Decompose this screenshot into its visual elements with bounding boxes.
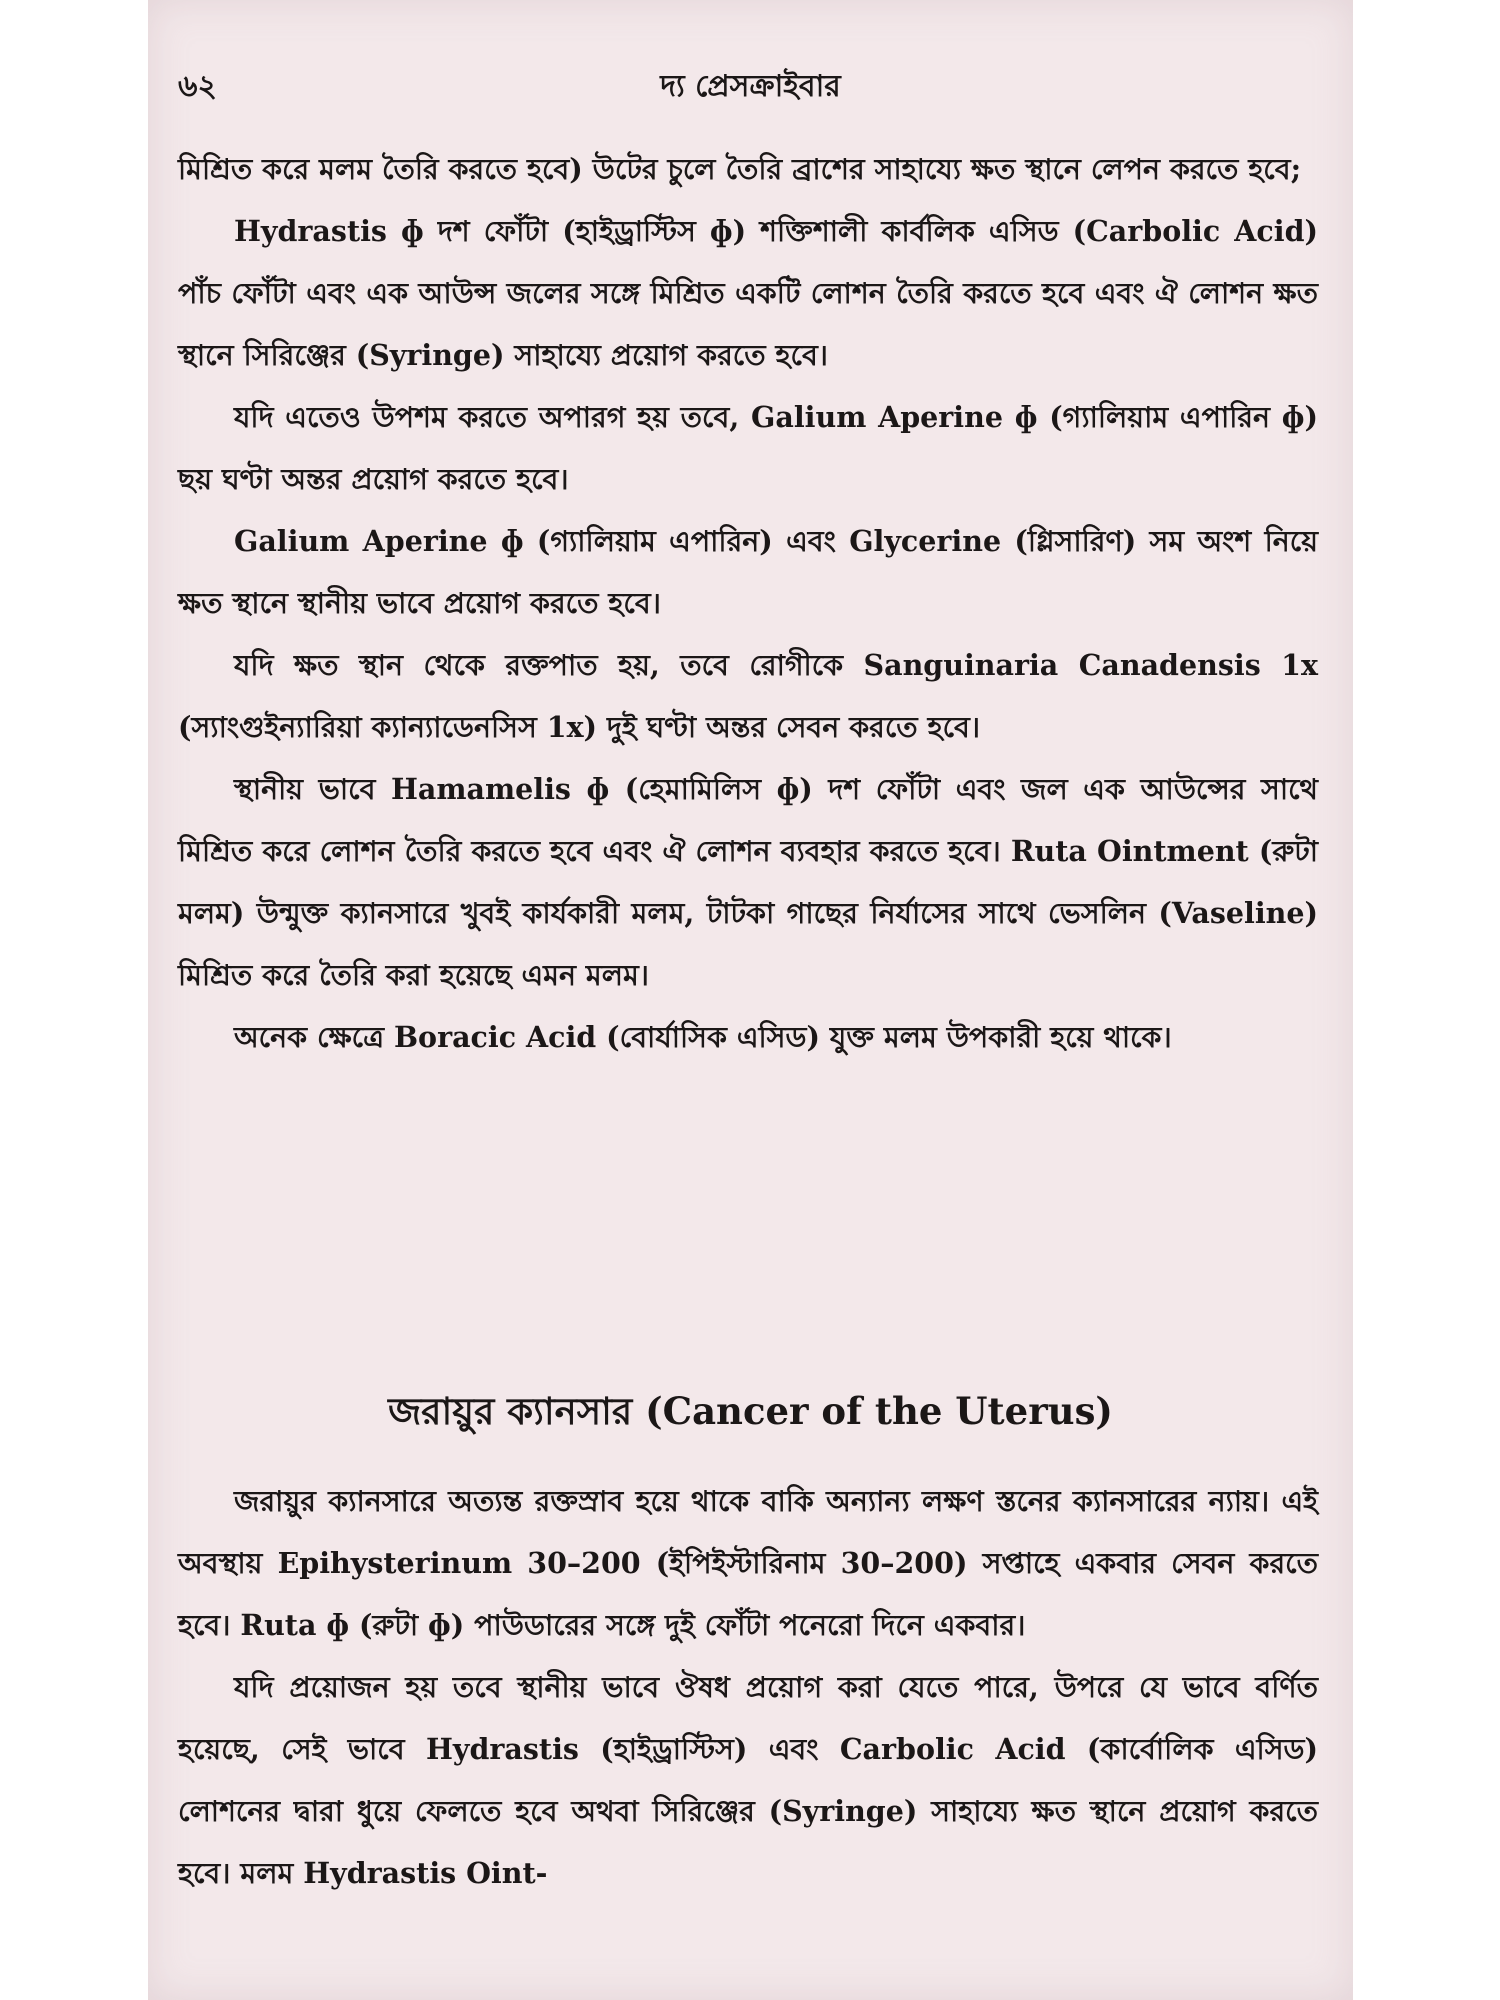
paragraph: যদি প্রয়োজন হয় তবে স্থানীয় ভাবে ঔষধ প্রয়োগ করা যেতে পারে, উপরে যে ভাবে বর্ণিত হয়েছে, সেই ভাবে Hydrastis (হাইড্রাস্টিস) এবং Carbolic Acid (কার্বোলিক এসিড) লোশনের দ্বারা ধুয়ে ফেলতে হবে অথবা সিরিঞ্জের (Syringe) সাহায্যে ক্ষত স্থানে প্রয়োগ করতে হবে। মলম Hydrastis Oint- [178, 1670, 1318, 1890]
page-header [178, 62, 1323, 112]
paragraph: যদি এতেও উপশম করতে অপারগ হয় তবে, Galium Aperine ɸ (গ্যালিয়াম এপারিন ɸ) ছয় ঘণ্টা অন্তর প্রয়োগ করতে হবে। [178, 400, 1318, 496]
paragraph: স্থানীয় ভাবে Hamamelis ɸ (হেমামিলিস ɸ) দশ ফোঁটা এবং জল এক আউন্সের সাথে মিশ্রিত করে লোশন তৈরি করতে হবে এবং ঐ লোশন ব্যবহার করতে হবে। Ruta Ointment (রুটা মলম) উন্মুক্ত ক্যানসারে খুবই কার্যকারী মলম, টাটকা গাছের নির্যাসের সাথে ভেসলিন (Vaseline) মিশ্রিত করে তৈরি করা হয়েছে এমন মলম। [178, 772, 1318, 992]
paragraph: Galium Aperine ɸ (গ্যালিয়াম এপারিন) এবং Glycerine (গ্লিসারিণ) সম অংশ নিয়ে ক্ষত স্থানে স্থানীয় ভাবে প্রয়োগ করতে হবে। [178, 524, 1318, 620]
running-title: দ্য প্রেসক্রাইবার [660, 69, 841, 104]
paragraph: Hydrastis ɸ দশ ফোঁটা (হাইড্রাস্টিস ɸ) শক্তিশালী কার্বলিক এসিড (Carbolic Acid) পাঁচ ফোঁটা এবং এক আউন্স জলের সঙ্গে মিশ্রিত একটি লোশন তৈরি করতে হবে এবং ঐ লোশন ক্ষত স্থানে সিরিঞ্জের (Syringe) সাহায্যে প্রয়োগ করতে হবে। [178, 214, 1318, 372]
section-heading: জরায়ুর ক্যানসার (Cancer of the Uterus) [388, 1389, 1113, 1433]
paragraph: যদি ক্ষত স্থান থেকে রক্তপাত হয়, তবে রোগীকে Sanguinaria Canadensis 1x (স্যাংগুইন্যারিয়া ক্যান্যাডেনসিস 1x) দুই ঘণ্টা অন্তর সেবন করতে হবে। [178, 648, 1318, 744]
body-text-top [178, 138, 1318, 1068]
paragraph: মিশ্রিত করে মলম তৈরি করতে হবে) উটের চুলে তৈরি ব্রাশের সাহায্যে ক্ষত স্থানে লেপন করতে হবে; [178, 152, 1302, 186]
paragraph: জরায়ুর ক্যানসারে অত্যন্ত রক্তস্রাব হয়ে থাকে বাকি অন্যান্য লক্ষণ স্তনের ক্যানসারের ন্যায়। এই অবস্থায় Epihysterinum 30–200 (ইপিইস্টারিনাম 30–200) সপ্তাহে একবার সেবন করতে হবে। Ruta ɸ (রুটা ɸ) পাউডারের সঙ্গে দুই ফোঁটা পনেরো দিনে একবার। [178, 1484, 1318, 1642]
page-number: ৬২ [178, 69, 218, 104]
paragraph: অনেক ক্ষেত্রে Boracic Acid (বোর্যাসিক এসিড) যুক্ত মলম উপকারী হয়ে থাকে। [234, 1020, 1172, 1054]
book-page [148, 0, 1353, 2000]
body-text-bottom [178, 1470, 1318, 1904]
